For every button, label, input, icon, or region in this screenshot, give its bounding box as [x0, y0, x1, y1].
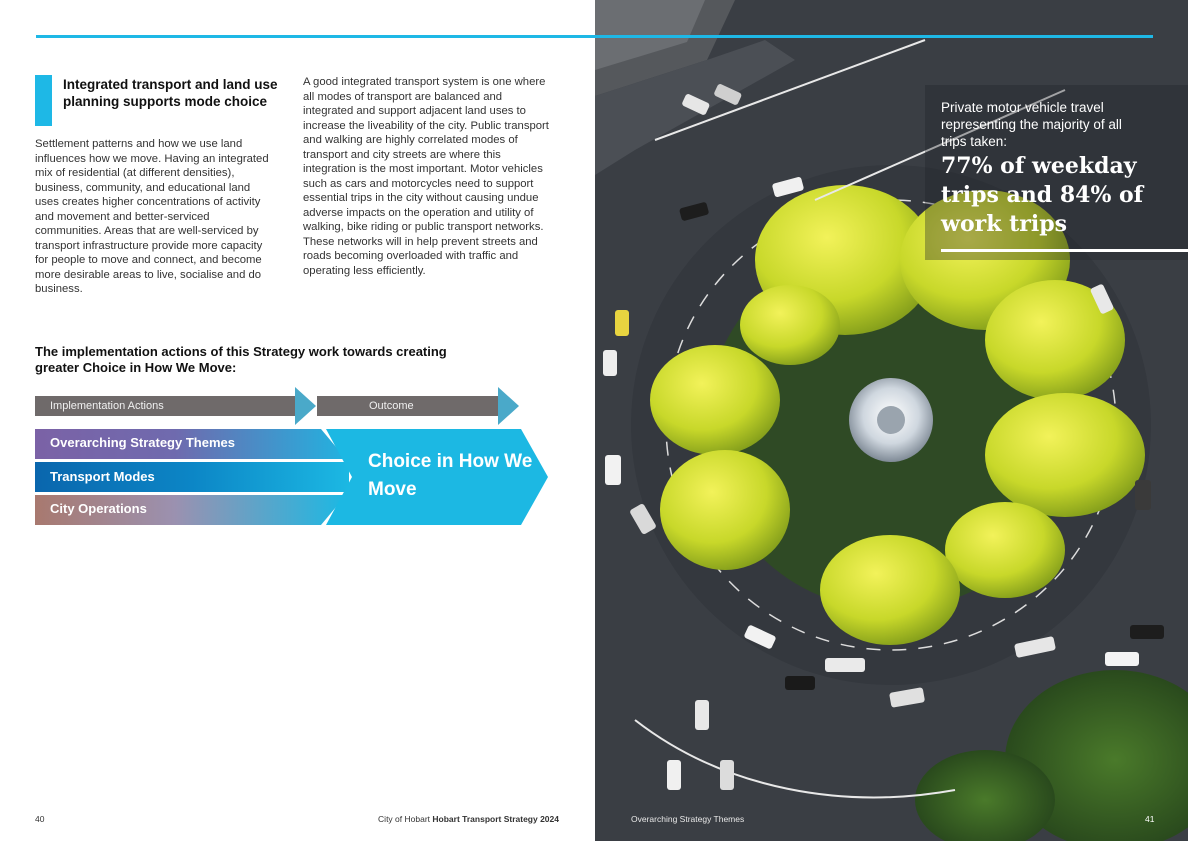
header-outcome-label: Outcome [369, 400, 414, 412]
stat-highlight: 77% of weekday trips and 84% of work trips [941, 153, 1144, 237]
car [785, 676, 815, 690]
stat-lead-text: Private motor vehicle travel representing the majority of all trips taken: [941, 100, 1122, 149]
body-column-1: Settlement patterns and how we use land influences how we move. Having an integrated mix of residential (at different densities), business, community, and educational land uses creates higher concentrations of activity and movement and better-serviced communities. Areas that are well-serviced by transport infrastructure provide more capacity for people to move and connect, and become more desirable areas to live, socialise and do business. [35, 138, 269, 295]
car [615, 310, 629, 336]
tree [820, 535, 960, 645]
flow-diagram [0, 380, 595, 540]
theme-label-transport-modes: Transport Modes [50, 469, 155, 484]
publication-footer [378, 814, 559, 824]
car [825, 658, 865, 672]
section-footer-label: Overarching Strategy Themes [631, 814, 745, 824]
page-number-left: 40 [35, 814, 45, 824]
page-number-right: 41 [1145, 814, 1155, 824]
top-rule [36, 35, 595, 38]
fountain-centre [877, 406, 905, 434]
theme-label-city-operations: City Operations [50, 501, 147, 516]
car [603, 350, 617, 376]
tree [660, 450, 790, 570]
heading-accent-bar [35, 75, 52, 126]
car [720, 760, 734, 790]
tree [945, 502, 1065, 598]
header-arrow-implementation [295, 387, 316, 425]
body-column-2: A good integrated transport system is one where all modes of transport are balanced and integrated and support adjacent land uses to increase the liveability of the city. Public transport and walking are highly correlated modes of transport and city streets are where this integration is the most important. Motor vehicles such as cars and motorcycles need to support essential trips in the city without causing undue adverse impacts on the operation and utility of walking, bike riding or public transport networks. These networks will in help prevent streets and roads becoming overloaded with traffic and operating less efficiently. [303, 76, 549, 277]
header-implementation-label: Implementation Actions [50, 400, 164, 412]
car [1130, 625, 1164, 639]
header-arrow-outcome [498, 387, 519, 425]
publication-prefix: City of Hobart [378, 814, 431, 824]
section-heading: Integrated transport and land use planning supports mode choice [63, 77, 278, 109]
tree [650, 345, 780, 455]
stat-underline [941, 249, 1188, 252]
car [605, 455, 621, 485]
car [1105, 652, 1139, 666]
publication-title: Hobart Transport Strategy 2024 [432, 814, 559, 824]
car [1135, 480, 1151, 510]
top-rule-right [595, 35, 1153, 38]
right-page [595, 0, 1188, 841]
implementation-heading: The implementation actions of this Strategy work towards creating greater Choice in How We Move: [35, 344, 447, 375]
theme-label-overarching: Overarching Strategy Themes [50, 435, 235, 450]
tree [740, 285, 840, 365]
car [695, 700, 709, 730]
outcome-label: Choice in How We Move [368, 451, 533, 500]
tree [985, 393, 1145, 517]
car [667, 760, 681, 790]
